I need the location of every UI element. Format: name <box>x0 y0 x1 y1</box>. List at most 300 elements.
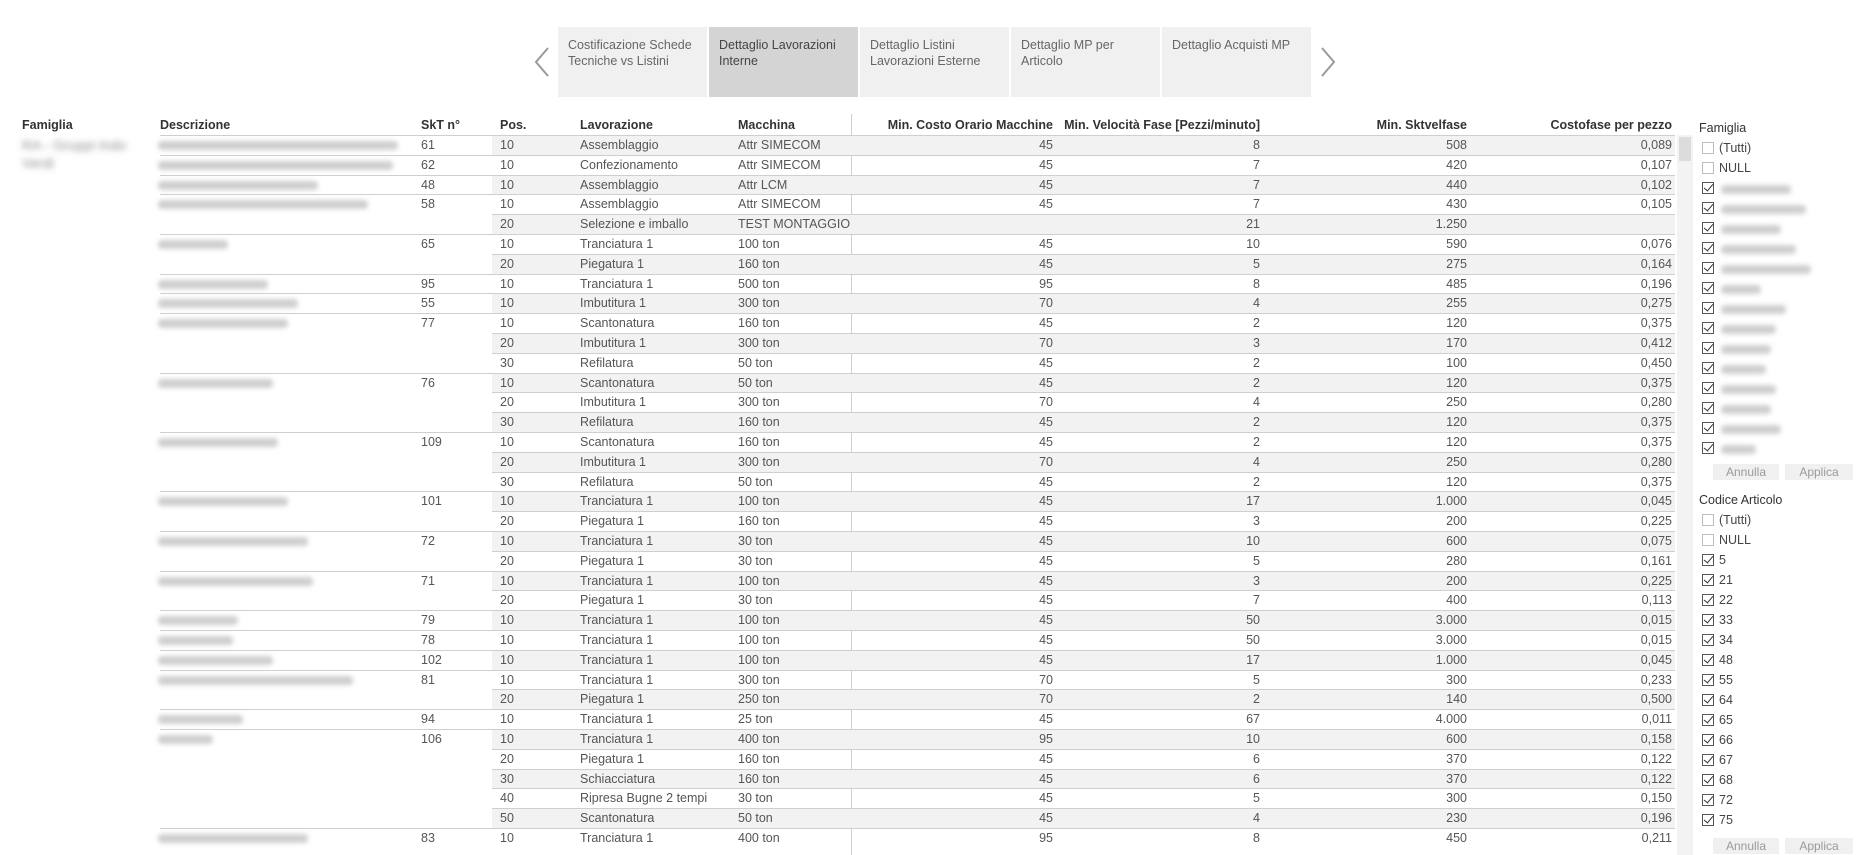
filter-famiglia-cancel-button[interactable]: Annulla <box>1713 464 1779 480</box>
header-famiglia[interactable]: Famiglia <box>22 118 73 132</box>
checkbox[interactable] <box>1702 442 1714 454</box>
header-sktvelfase[interactable]: Min. Sktvelfase <box>1376 118 1467 132</box>
tab-3[interactable]: Dettaglio MP per Articolo <box>1011 27 1160 97</box>
table-row[interactable] <box>0 313 1675 333</box>
filter-option[interactable] <box>1699 671 1861 691</box>
famiglia-value: RA - Gruppi Indo Verdi <box>22 137 127 171</box>
cell-sktvelfase: 1.250 <box>1435 217 1467 232</box>
cell-costofase: 0,275 <box>1640 296 1672 311</box>
cell-pos: 10 <box>500 316 514 331</box>
table-row[interactable] <box>0 531 1675 551</box>
table-row[interactable] <box>0 491 1675 511</box>
cell-costo-orario: 45 <box>1039 177 1053 192</box>
checkbox[interactable] <box>1702 342 1714 354</box>
cell-sktvelfase: 120 <box>1446 435 1467 449</box>
cell-macchina: 30 ton <box>738 593 773 608</box>
table-row[interactable] <box>0 630 1675 650</box>
cell-velocita: 3 <box>1253 336 1260 350</box>
filter-option-label-blurred <box>1721 425 1781 434</box>
filter-option-blurred[interactable] <box>1699 399 1861 419</box>
cell-skt: 76 <box>421 375 435 390</box>
cell-costo-orario: 45 <box>1039 157 1053 172</box>
filter-codice-articolo <box>1699 493 1861 851</box>
checkbox[interactable] <box>1702 534 1714 546</box>
cell-lavorazione: Ripresa Bugne 2 tempi <box>580 791 708 806</box>
header-pos[interactable]: Pos. <box>500 118 527 132</box>
cell-lavorazione: Piegatura 1 <box>580 514 644 529</box>
filter-option-blurred[interactable] <box>1699 259 1861 279</box>
filter-option-label: (Tutti) <box>1719 141 1752 155</box>
filter-codice-apply-button[interactable]: Applica <box>1785 838 1853 854</box>
header-macchina[interactable]: Macchina <box>738 118 795 132</box>
filter-option[interactable] <box>1699 551 1861 571</box>
cell-skt: 71 <box>421 573 435 588</box>
cell-costo-orario: 45 <box>1039 791 1053 806</box>
cell-costo-orario: 45 <box>1039 355 1053 370</box>
filter-option-blurred[interactable] <box>1699 299 1861 319</box>
table-row[interactable] <box>0 432 1675 452</box>
cell-lavorazione: Scantonatura <box>580 811 655 826</box>
cell-costofase: 0,233 <box>1640 672 1672 687</box>
cell-pos: 10 <box>500 296 514 311</box>
cell-macchina: 300 ton <box>738 672 780 687</box>
cell-costo-orario: 70 <box>1039 672 1053 687</box>
table-row[interactable] <box>0 254 1675 274</box>
cell-lavorazione: Scantonatura <box>580 316 655 331</box>
cell-sktvelfase: 250 <box>1446 395 1467 410</box>
table-row[interactable] <box>0 333 1675 353</box>
cell-macchina: 160 ton <box>738 514 780 529</box>
cell-costo-orario: 45 <box>1039 613 1053 628</box>
cell-costofase: 0,375 <box>1640 474 1672 489</box>
checkbox[interactable] <box>1702 714 1714 726</box>
cell-costo-orario: 45 <box>1039 534 1053 548</box>
checkbox[interactable] <box>1702 302 1714 314</box>
checkbox[interactable] <box>1702 794 1714 806</box>
filter-option[interactable] <box>1699 751 1861 771</box>
filter-option[interactable] <box>1699 691 1861 711</box>
cell-macchina: 50 ton <box>738 474 773 489</box>
filter-option[interactable] <box>1699 811 1861 831</box>
cell-skt: 102 <box>421 652 442 667</box>
cell-velocita: 3 <box>1253 514 1260 529</box>
checkbox[interactable] <box>1702 574 1714 586</box>
descrizione-blurred <box>158 280 268 289</box>
cell-skt: 77 <box>421 316 435 331</box>
checkbox[interactable] <box>1702 382 1714 394</box>
cell-macchina: 160 ton <box>738 771 780 786</box>
filter-option-label-blurred <box>1721 385 1776 394</box>
checkbox[interactable] <box>1702 222 1714 234</box>
checkbox[interactable] <box>1702 614 1714 626</box>
cell-velocita: 2 <box>1253 474 1260 489</box>
cell-velocita: 10 <box>1246 732 1260 746</box>
checkbox[interactable] <box>1702 634 1714 646</box>
descrizione-blurred <box>158 656 273 665</box>
filter-option-blurred[interactable] <box>1699 359 1861 379</box>
tab-2[interactable]: Dettaglio Listini Lavorazioni Esterne <box>860 27 1009 97</box>
cell-velocita: 4 <box>1253 454 1260 469</box>
filter-option-label: 66 <box>1719 733 1733 747</box>
header-velocita[interactable]: Min. Velocità Fase [Pezzi/minuto] <box>1064 118 1260 132</box>
filter-option-blurred[interactable] <box>1699 439 1861 459</box>
cell-costofase: 0,075 <box>1640 534 1672 548</box>
cell-sktvelfase: 4.000 <box>1435 712 1467 727</box>
cell-sktvelfase: 3.000 <box>1435 613 1467 628</box>
cell-lavorazione: Piegatura 1 <box>580 256 644 271</box>
table-row[interactable] <box>0 392 1675 412</box>
filter-option-label: 55 <box>1719 673 1733 687</box>
descrizione-blurred <box>158 497 288 506</box>
cell-velocita: 50 <box>1246 633 1260 647</box>
filter-option[interactable] <box>1699 571 1861 591</box>
cell-costofase: 0,375 <box>1640 316 1672 331</box>
filter-famiglia <box>1699 121 1861 477</box>
descrizione-blurred <box>158 181 318 190</box>
table-row[interactable] <box>0 610 1675 630</box>
cell-sktvelfase: 370 <box>1446 771 1467 786</box>
cell-costofase: 0,375 <box>1640 375 1672 390</box>
cell-pos: 10 <box>500 613 514 628</box>
checkbox[interactable] <box>1702 202 1714 214</box>
table-row[interactable] <box>0 373 1675 393</box>
cell-macchina: 50 ton <box>738 375 773 390</box>
cell-macchina: Attr LCM <box>738 177 788 192</box>
checkbox[interactable] <box>1702 422 1714 434</box>
filter-option-blurred[interactable] <box>1699 239 1861 259</box>
checkbox[interactable] <box>1702 322 1714 334</box>
filter-option-label-blurred <box>1721 445 1756 454</box>
table-row[interactable] <box>0 274 1675 294</box>
cell-pos: 20 <box>500 395 514 410</box>
cell-costofase: 0,161 <box>1640 553 1672 568</box>
cell-macchina: 160 ton <box>738 316 780 331</box>
filter-option-label: 65 <box>1719 713 1733 727</box>
cell-lavorazione: Tranciatura 1 <box>580 633 654 647</box>
descrizione-blurred <box>158 676 353 685</box>
header-lavorazione[interactable]: Lavorazione <box>580 118 653 132</box>
cell-velocita: 5 <box>1253 672 1260 687</box>
checkbox[interactable] <box>1702 674 1714 686</box>
cell-macchina: 500 ton <box>738 276 780 291</box>
cell-velocita: 10 <box>1246 534 1260 548</box>
checkbox[interactable] <box>1702 654 1714 666</box>
cell-lavorazione: Piegatura 1 <box>580 553 644 568</box>
cell-velocita: 8 <box>1253 138 1260 152</box>
filter-option[interactable] <box>1699 731 1861 751</box>
cell-lavorazione: Tranciatura 1 <box>580 573 654 588</box>
cell-lavorazione: Tranciatura 1 <box>580 494 654 509</box>
descrizione-blurred <box>158 379 273 388</box>
filter-option[interactable] <box>1699 531 1861 551</box>
cell-lavorazione: Assemblaggio <box>580 197 659 212</box>
cell-lavorazione: Tranciatura 1 <box>580 732 654 746</box>
cell-costofase: 0,500 <box>1640 692 1672 707</box>
cell-velocita: 3 <box>1253 573 1260 588</box>
cell-macchina: 100 ton <box>738 573 780 588</box>
cell-skt: 72 <box>421 534 435 548</box>
cell-costo-orario: 45 <box>1039 633 1053 647</box>
cell-costo-orario: 95 <box>1039 732 1053 746</box>
cell-lavorazione: Tranciatura 1 <box>580 712 654 727</box>
cell-costofase: 0,375 <box>1640 415 1672 430</box>
checkbox[interactable] <box>1702 734 1714 746</box>
cell-macchina: 100 ton <box>738 633 780 647</box>
table-row[interactable] <box>0 412 1675 432</box>
table-row[interactable] <box>0 729 1675 749</box>
cell-macchina: 25 ton <box>738 712 773 727</box>
filter-option-blurred[interactable] <box>1699 219 1861 239</box>
descrizione-blurred <box>158 299 298 308</box>
cell-costo-orario: 45 <box>1039 138 1053 152</box>
cell-macchina: 160 ton <box>738 435 780 449</box>
cell-costo-orario: 45 <box>1039 316 1053 331</box>
table-row[interactable] <box>0 788 1675 808</box>
checkbox[interactable] <box>1702 514 1714 526</box>
cell-skt: 62 <box>421 157 435 172</box>
checkbox[interactable] <box>1702 774 1714 786</box>
filter-famiglia-apply-button[interactable]: Applica <box>1785 464 1853 480</box>
checkbox[interactable] <box>1702 162 1714 174</box>
filter-option[interactable] <box>1699 591 1861 611</box>
filter-option[interactable] <box>1699 651 1861 671</box>
header-costofase[interactable]: Costofase per pezzo <box>1550 118 1672 132</box>
table-row[interactable] <box>0 452 1675 472</box>
descrizione-blurred <box>158 577 313 586</box>
checkbox[interactable] <box>1702 282 1714 294</box>
filter-option-label: NULL <box>1719 533 1751 547</box>
filter-option-label: 75 <box>1719 813 1733 827</box>
checkbox[interactable] <box>1702 242 1714 254</box>
cell-velocita: 5 <box>1253 791 1260 806</box>
cell-costo-orario: 45 <box>1039 712 1053 727</box>
cell-sktvelfase: 250 <box>1446 454 1467 469</box>
filter-codice-cancel-button[interactable]: Annulla <box>1713 838 1779 854</box>
table-row[interactable] <box>0 472 1675 492</box>
cell-macchina: 160 ton <box>738 256 780 271</box>
cell-costofase: 0,412 <box>1640 336 1672 350</box>
cell-macchina: 300 ton <box>738 296 780 311</box>
table-row[interactable] <box>0 650 1675 670</box>
table-row[interactable] <box>0 194 1675 214</box>
cell-lavorazione: Piegatura 1 <box>580 692 644 707</box>
filter-option-label: 5 <box>1719 553 1726 567</box>
cell-sktvelfase: 590 <box>1446 237 1467 251</box>
table-row[interactable] <box>0 709 1675 729</box>
filter-option-blurred[interactable] <box>1699 319 1861 339</box>
cell-sktvelfase: 255 <box>1446 296 1467 311</box>
descrizione-blurred <box>158 616 238 625</box>
filter-option-label-blurred <box>1721 405 1771 414</box>
cell-velocita: 17 <box>1246 652 1260 667</box>
cell-costo-orario: 45 <box>1039 514 1053 529</box>
cell-pos: 20 <box>500 692 514 707</box>
filter-option[interactable] <box>1699 791 1861 811</box>
cell-lavorazione: Tranciatura 1 <box>580 652 654 667</box>
cell-pos: 10 <box>500 732 514 746</box>
cell-pos: 10 <box>500 375 514 390</box>
cell-costo-orario: 45 <box>1039 771 1053 786</box>
table-row[interactable] <box>0 551 1675 571</box>
table-row[interactable] <box>0 571 1675 591</box>
cell-macchina: 100 ton <box>738 613 780 628</box>
table-scrollbar[interactable] <box>1677 135 1693 855</box>
header-descrizione[interactable]: Descrizione <box>160 118 231 132</box>
checkbox[interactable] <box>1702 142 1714 154</box>
cell-lavorazione: Refilatura <box>580 415 634 430</box>
descrizione-blurred <box>158 200 368 209</box>
tab-1[interactable]: Dettaglio Lavorazioni Interne <box>709 27 858 97</box>
cell-velocita: 2 <box>1253 435 1260 449</box>
previous-tab-arrow-icon[interactable] <box>530 44 554 80</box>
header-costo-orario[interactable]: Min. Costo Orario Macchine <box>887 118 1053 132</box>
cell-sktvelfase: 300 <box>1446 791 1467 806</box>
cell-costofase: 0,280 <box>1640 454 1672 469</box>
cell-macchina: 300 ton <box>738 336 780 350</box>
cell-pos: 20 <box>500 256 514 271</box>
filter-option-blurred[interactable] <box>1699 419 1861 439</box>
cell-lavorazione: Tranciatura 1 <box>580 237 654 251</box>
filter-option-label-blurred <box>1721 285 1761 294</box>
descrizione-blurred <box>158 636 233 645</box>
tab-0[interactable]: Costificazione Schede Tecniche vs Listini <box>558 27 707 97</box>
filter-option-label: 68 <box>1719 773 1733 787</box>
cell-pos: 10 <box>500 712 514 727</box>
cell-pos: 30 <box>500 474 514 489</box>
cell-lavorazione: Refilatura <box>580 474 634 489</box>
filter-option-blurred[interactable] <box>1699 179 1861 199</box>
cell-lavorazione: Imbutitura 1 <box>580 395 647 410</box>
table-row[interactable] <box>0 155 1675 175</box>
cell-pos: 10 <box>500 197 514 212</box>
cell-macchina: 50 ton <box>738 355 773 370</box>
cell-velocita: 8 <box>1253 276 1260 291</box>
filter-option-label-blurred <box>1721 365 1766 374</box>
checkbox[interactable] <box>1702 594 1714 606</box>
table-row[interactable] <box>0 293 1675 313</box>
cell-lavorazione: Assemblaggio <box>580 177 659 192</box>
filter-option-label: 22 <box>1719 593 1733 607</box>
header-skt[interactable]: SkT n° <box>421 118 461 132</box>
cell-pos: 20 <box>500 454 514 469</box>
table-row[interactable] <box>0 769 1675 789</box>
cell-macchina: 100 ton <box>738 494 780 509</box>
cell-macchina: TEST MONTAGGIO <box>738 217 851 232</box>
cell-pos: 30 <box>500 415 514 430</box>
filter-option-label: (Tutti) <box>1719 513 1752 527</box>
filter-option-blurred[interactable] <box>1699 199 1861 219</box>
cell-lavorazione: Imbutitura 1 <box>580 454 647 469</box>
table-row[interactable] <box>0 234 1675 254</box>
filter-option-blurred[interactable] <box>1699 379 1861 399</box>
checkbox[interactable] <box>1702 182 1714 194</box>
cell-sktvelfase: 600 <box>1446 534 1467 548</box>
checkbox[interactable] <box>1702 554 1714 566</box>
table-row[interactable] <box>0 353 1675 373</box>
checkbox[interactable] <box>1702 362 1714 374</box>
cell-velocita: 6 <box>1253 771 1260 786</box>
cell-sktvelfase: 450 <box>1446 831 1467 845</box>
cell-velocita: 7 <box>1253 177 1260 192</box>
filter-option[interactable] <box>1699 511 1861 531</box>
filter-option[interactable] <box>1699 611 1861 631</box>
cell-macchina: 30 ton <box>738 534 773 548</box>
cell-velocita: 5 <box>1253 553 1260 568</box>
filter-option-label: NULL <box>1719 161 1751 175</box>
tab-4[interactable]: Dettaglio Acquisti MP <box>1162 27 1311 97</box>
table-row[interactable] <box>0 689 1675 709</box>
cell-costo-orario: 45 <box>1039 652 1053 667</box>
table-row[interactable] <box>0 511 1675 531</box>
filter-option-label: 48 <box>1719 653 1733 667</box>
cell-costofase: 0,122 <box>1640 751 1672 766</box>
table-row[interactable] <box>0 828 1675 848</box>
cell-velocita: 67 <box>1246 712 1260 727</box>
table-scrollbar-thumb[interactable] <box>1679 137 1691 161</box>
cell-costofase: 0,375 <box>1640 435 1672 449</box>
cell-lavorazione: Schiacciatura <box>580 771 656 786</box>
cell-sktvelfase: 300 <box>1446 672 1467 687</box>
cell-velocita: 7 <box>1253 197 1260 212</box>
descrizione-blurred <box>158 715 243 724</box>
checkbox[interactable] <box>1702 814 1714 826</box>
cell-lavorazione: Confezionamento <box>580 157 678 172</box>
cell-costofase: 0,102 <box>1640 177 1672 192</box>
cell-costo-orario: 45 <box>1039 237 1053 251</box>
cell-macchina: 160 ton <box>738 415 780 430</box>
cell-costofase: 0,076 <box>1640 237 1672 251</box>
table-row[interactable] <box>0 590 1675 610</box>
filter-option-label-blurred <box>1721 205 1806 214</box>
cell-costo-orario: 70 <box>1039 296 1053 311</box>
cell-sktvelfase: 485 <box>1446 276 1467 291</box>
cell-sktvelfase: 275 <box>1446 256 1467 271</box>
filter-option[interactable] <box>1699 139 1861 159</box>
filter-option[interactable] <box>1699 159 1861 179</box>
filter-option-label: 67 <box>1719 753 1733 767</box>
descrizione-blurred <box>158 537 308 546</box>
next-tab-arrow-icon[interactable] <box>1316 44 1340 80</box>
filter-option-blurred[interactable] <box>1699 279 1861 299</box>
cell-costofase: 0,015 <box>1640 633 1672 647</box>
cell-sktvelfase: 120 <box>1446 474 1467 489</box>
cell-pos: 20 <box>500 217 514 232</box>
cell-velocita: 5 <box>1253 256 1260 271</box>
cell-velocita: 17 <box>1246 494 1260 509</box>
table-row[interactable] <box>0 214 1675 234</box>
table-row[interactable] <box>0 135 1675 155</box>
filter-famiglia-title: Famiglia <box>1699 121 1747 135</box>
table-row[interactable] <box>0 670 1675 690</box>
checkbox[interactable] <box>1702 402 1714 414</box>
filter-option[interactable] <box>1699 711 1861 731</box>
cell-pos: 20 <box>500 336 514 350</box>
checkbox[interactable] <box>1702 262 1714 274</box>
cell-pos: 30 <box>500 771 514 786</box>
cell-macchina: 400 ton <box>738 732 780 746</box>
table-row[interactable] <box>0 175 1675 195</box>
table-row[interactable] <box>0 749 1675 769</box>
filter-option[interactable] <box>1699 631 1861 651</box>
cell-velocita: 8 <box>1253 831 1260 845</box>
cell-costofase: 0,107 <box>1640 157 1672 172</box>
table-row[interactable] <box>0 808 1675 828</box>
cell-sktvelfase: 420 <box>1446 157 1467 172</box>
filter-option[interactable] <box>1699 771 1861 791</box>
checkbox[interactable] <box>1702 754 1714 766</box>
checkbox[interactable] <box>1702 694 1714 706</box>
filter-option-blurred[interactable] <box>1699 339 1861 359</box>
